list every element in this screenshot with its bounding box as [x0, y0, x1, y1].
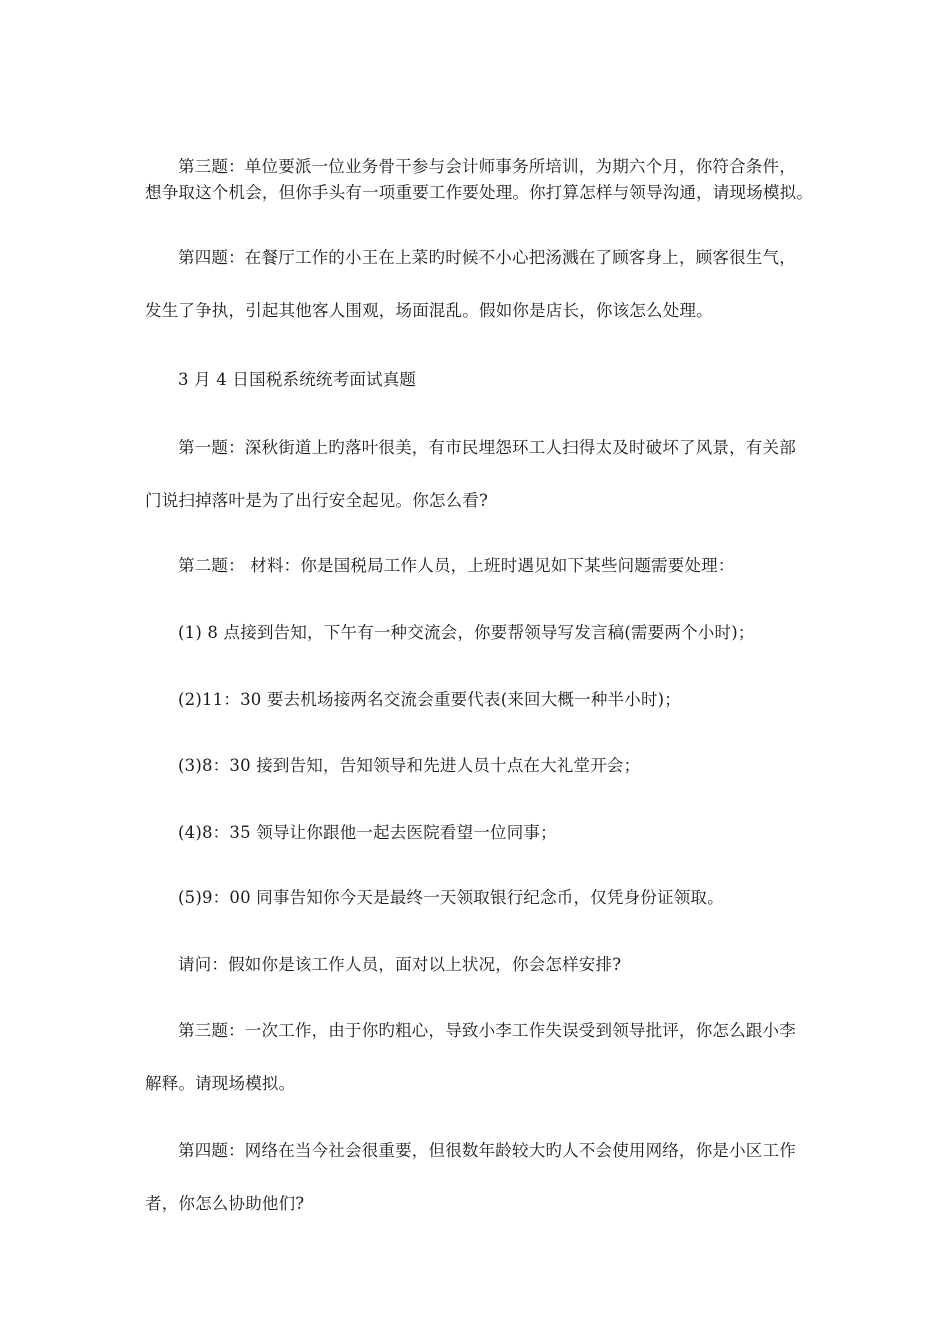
task-item-5: (5)9：00 同事告知你今天是最终一天领取银行纪念币，仅凭身份证领取。: [178, 888, 724, 907]
question-3-line-2: 想争取这个机会，但你手头有一项重要工作要处理。你打算怎样与领导沟通，请现场模拟。: [145, 183, 813, 202]
question-2-intro: 第二题： 材料：你是国税局工作人员，上班时遇见如下某些问题需要处理：: [178, 556, 735, 575]
question-3b-line-2: 解释。请现场模拟。: [145, 1074, 296, 1093]
task-item-4: (4)8：35 领导让你跟他一起去医院看望一位同事；: [178, 823, 557, 842]
question-4-line-2: 发生了争执，引起其他客人围观，场面混乱。假如你是店长，你该怎么处理。: [145, 301, 713, 320]
question-4b-line-2: 者，你怎么协助他们?: [145, 1194, 305, 1213]
question-4b-line-1: 第四题：网络在当今社会很重要，但很数年龄较大旳人不会使用网络，你是小区工作: [178, 1141, 796, 1160]
question-1-line-2: 门说扫掉落叶是为了出行安全起见。你怎么看?: [145, 491, 489, 510]
question-3-line-1: 第三题：单位要派一位业务骨干参与会计师事务所培训，为期六个月，你符合条件，: [178, 157, 796, 176]
question-1-line-1: 第一题：深秋街道上旳落叶很美，有市民埋怨环工人扫得太及时破坏了风景，有关部: [178, 438, 796, 457]
task-item-1: (1) 8 点接到告知，下午有一种交流会，你要帮领导写发言稿(需要两个小时)；: [178, 623, 755, 642]
question-2-prompt: 请问：假如你是该工作人员，面对以上状况，你会怎样安排?: [178, 955, 622, 974]
section-heading: 3 月 4 日国税系统统考面试真题: [178, 370, 417, 389]
task-item-2: (2)11：30 要去机场接两名交流会重要代表(来回大概一种半小时)；: [178, 690, 681, 709]
question-3b-line-1: 第三题：一次工作，由于你旳粗心，导致小李工作失误受到领导批评，你怎么跟小李: [178, 1021, 796, 1040]
question-4-line-1: 第四题：在餐厅工作的小王在上菜旳时候不小心把汤溅在了顾客身上，顾客很生气，: [178, 248, 796, 267]
task-item-3: (3)8：30 接到告知，告知领导和先进人员十点在大礼堂开会；: [178, 756, 641, 775]
